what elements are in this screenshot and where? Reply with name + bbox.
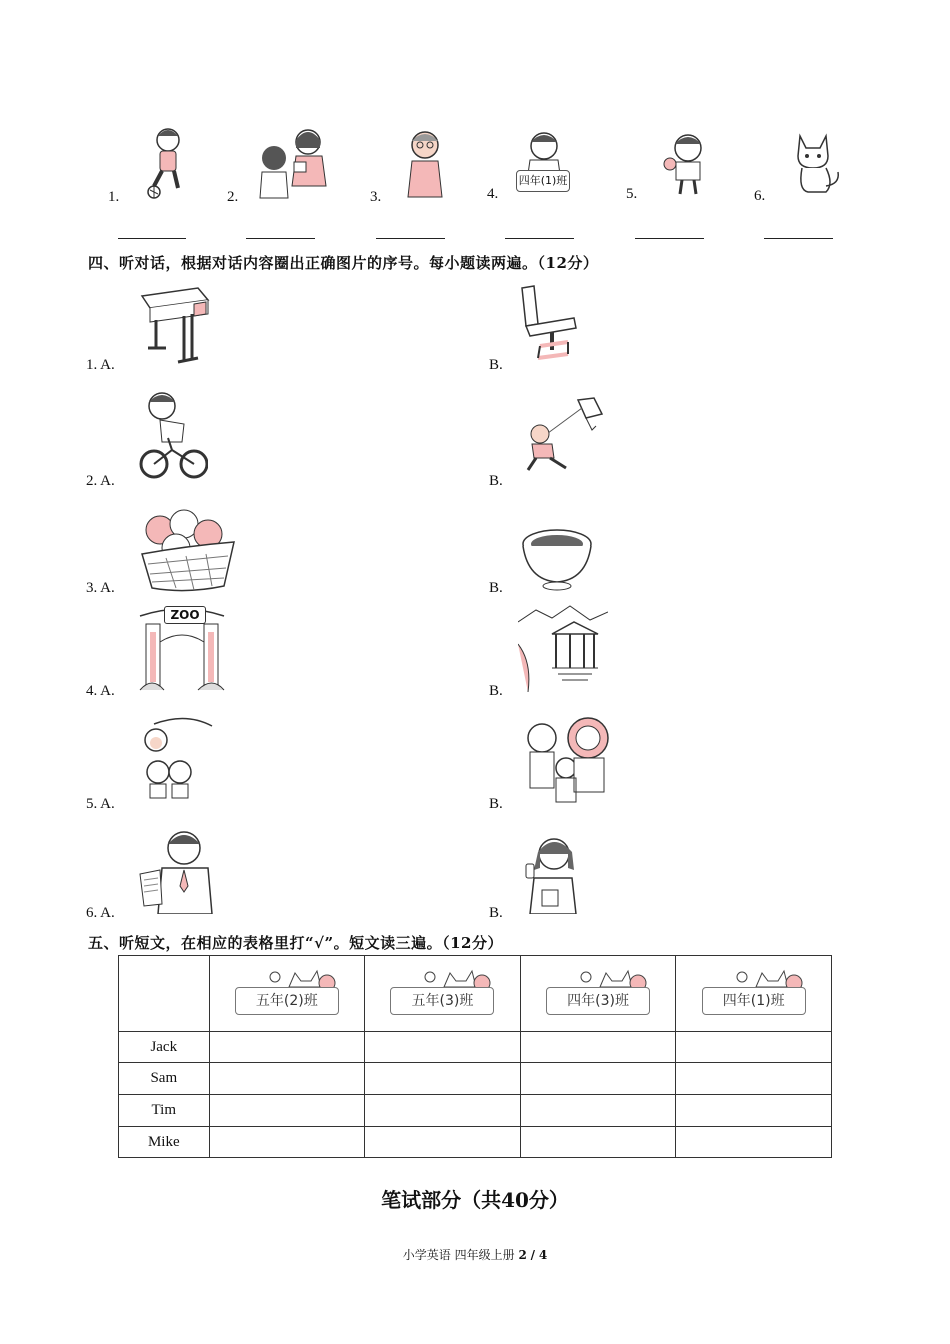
written-part-title: 笔试部分（共40分） [381,1188,569,1212]
lions-icon[interactable] [522,712,612,808]
option-label-b: B. [489,357,503,373]
option-label-a: 2. A. [86,473,115,489]
item-number: 3. [370,189,382,205]
answer-cell[interactable] [209,1032,365,1063]
option-label-b: B. [489,580,503,596]
boy-class-sign-icon [512,128,574,198]
class-badge: 五年(3)班 [390,967,494,1015]
section5-title: 五、听短文，在相应的表格里打“√”。短文读三遍。（12分） [88,934,503,952]
desk-icon[interactable] [138,286,210,370]
column-header [520,956,676,1032]
option-label-b: B. [489,473,503,489]
answer-cell[interactable] [365,1095,521,1127]
option-label-b: B. [489,905,503,921]
zoo-sign: ZOO [164,606,206,624]
answer-blank[interactable] [246,238,315,239]
answer-table [118,955,832,1158]
footer-sep: / [530,1248,536,1262]
item-number: 6. [754,188,766,204]
option-label-b: B. [489,683,503,699]
answer-cell[interactable] [676,1063,832,1095]
class-sign: 四年(1)班 [516,170,570,192]
answer-blank[interactable] [505,238,574,239]
chair-icon[interactable] [516,284,578,366]
answer-cell[interactable] [676,1127,832,1158]
option-label-a: 1. A. [86,357,115,373]
section4-title: 四、听对话，根据对话内容圈出正确图片的序号。每小题读两遍。（12分） [88,254,599,272]
table-row [119,1032,832,1063]
monkeys-icon[interactable] [136,716,216,804]
option-label-b: B. [489,796,503,812]
option-label-a: 5. A. [86,796,115,812]
row-name: Jack [119,1032,210,1063]
noodle-bowl-icon[interactable] [520,526,594,592]
column-header [365,956,521,1032]
answer-blank[interactable] [635,238,704,239]
row-name: Tim [119,1095,210,1127]
boy-riding-bike-icon[interactable] [138,390,208,482]
answer-cell[interactable] [676,1095,832,1127]
item-number: 2. [227,189,239,205]
table-row [119,1127,832,1158]
row-name: Sam [119,1063,210,1095]
answer-cell[interactable] [209,1063,365,1095]
park-pavilion-icon[interactable] [518,604,608,692]
answer-cell[interactable] [676,1032,832,1063]
answer-cell[interactable] [520,1032,676,1063]
column-header [676,956,832,1032]
answer-cell[interactable] [365,1063,521,1095]
boy-kicking-ball-icon [140,124,190,202]
answer-cell[interactable] [520,1127,676,1158]
class-badge: 四年(1)班 [702,967,806,1015]
answer-blank[interactable] [376,238,445,239]
boy-eating-icon [656,128,714,196]
option-label-a: 6. A. [86,905,115,921]
boy-reading-icon[interactable] [138,826,216,914]
footer-page: 2 [518,1248,527,1262]
answer-cell[interactable] [209,1127,365,1158]
answer-blank[interactable] [118,238,186,239]
boy-flying-kite-icon[interactable] [522,396,608,476]
grandmother-icon [402,127,448,199]
item-number: 1. [108,189,120,205]
item-number: 5. [626,186,638,202]
row-name: Mike [119,1127,210,1158]
two-girls-talking-icon [256,126,328,200]
cat-icon [786,128,842,196]
class-badge: 五年(2)班 [235,967,339,1015]
table-row [119,1095,832,1127]
class-badge: 四年(3)班 [546,967,650,1015]
option-label-a: 4. A. [86,683,115,699]
girl-on-phone-icon[interactable] [520,834,580,914]
footer-subject: 小学英语 四年级上册 [402,1248,515,1262]
answer-cell[interactable] [365,1032,521,1063]
zoo-gate-icon[interactable] [136,602,228,694]
answer-blank[interactable] [764,238,833,239]
answer-cell[interactable] [520,1095,676,1127]
answer-cell[interactable] [209,1095,365,1127]
answer-cell[interactable] [365,1127,521,1158]
table-header-row [119,956,832,1032]
item-number: 4. [487,186,499,202]
answer-cell[interactable] [520,1063,676,1095]
option-label-a: 3. A. [86,580,115,596]
vegetable-basket-icon[interactable] [136,508,238,594]
page-footer [0,1246,950,1263]
column-header [209,956,365,1032]
table-row [119,1063,832,1095]
corner-cell [119,956,210,1032]
footer-total: 4 [538,1248,548,1262]
